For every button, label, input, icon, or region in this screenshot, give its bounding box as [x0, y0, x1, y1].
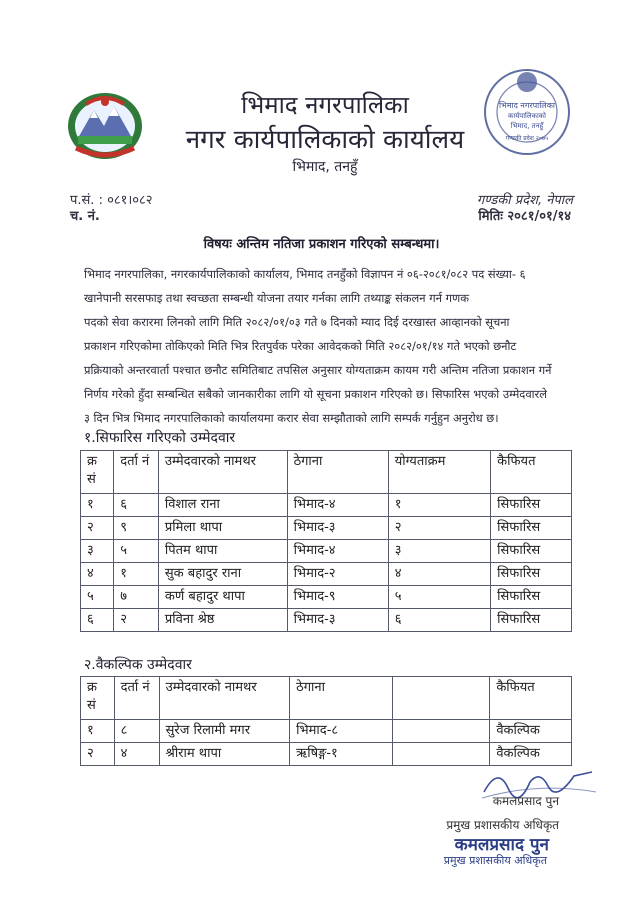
table-cell: वैकल्पिक: [490, 720, 572, 743]
table-cell: कर्ण बहादुर थापा: [158, 586, 287, 609]
table-cell: २: [81, 517, 114, 540]
recommended-section-title: १.सिफारिस गरिएको उम्मेदवार: [84, 430, 236, 446]
signature-stamp-designation: प्रमुख प्रशासकीय अधिकृत: [443, 854, 547, 867]
table-row: [81, 586, 572, 609]
table-cell: १: [81, 720, 115, 743]
svg-text:कार्यपालिकाको: कार्यपालिकाको: [508, 112, 546, 120]
table-cell: पितम थापा: [158, 540, 287, 563]
body-line: ३ दिन भित्र भिमाद नगरपालिकाको कार्यालयमा करार सेवा सम्झौताको लागि सम्पर्क गर्नुहुन अनुरोध छ।: [84, 411, 499, 425]
table-cell: भिमाद-४: [287, 494, 388, 517]
table-cell: सिफारिस: [491, 586, 572, 609]
letter-subject: विषयः अन्तिम नतिजा प्रकाशन गरिएको सम्बन्धमा।: [203, 237, 440, 252]
col-remarks: कैफियत: [491, 451, 572, 494]
table-cell: भिमाद-४: [287, 540, 388, 563]
table-cell: सुरेज रिलामी मगर: [159, 720, 290, 743]
table-cell: ५: [81, 586, 114, 609]
office-seal-icon: [478, 60, 576, 158]
table-cell: २: [114, 609, 159, 632]
body-line: निर्णय गरेको हुँदा सम्बन्धित सबैको जानकारीका लागि यो सूचना प्रकाशन गरिएको छ। सिफारिस भएको उम्मेदवारले: [84, 387, 547, 401]
alternate-section-title: २.वैकल्पिक उम्मेदवार: [84, 657, 192, 673]
table-cell: [392, 720, 490, 743]
table-cell: सिफारिस: [491, 609, 572, 632]
table-row: [81, 609, 572, 632]
body-line: प्रक्रियाको अन्तरवार्ता पश्चात छनौट समितिबाट तपसिल अनुसार योग्यताक्रम कायम गरी अन्तिम नतिजा प्रकाशन गर्ने: [84, 363, 552, 377]
table-cell: २: [81, 743, 115, 766]
body-line: पदको सेवा करारमा लिनको लागि मिति २०८२/०१/०३ गते ७ दिनको म्याद दिई दरखास्त आव्हानको सूचना: [84, 315, 510, 329]
dispatch-number: च. नं.: [70, 209, 100, 224]
signature-stamp-name: कमलप्रसाद पुन: [454, 835, 549, 855]
col-address: ठेगाना: [290, 677, 393, 720]
letter-date: मितिः २०८१/०१/१४: [478, 209, 571, 224]
table-cell: [392, 743, 490, 766]
table-cell: ऋषिङ्ग-१: [290, 743, 393, 766]
letter-body: [84, 262, 586, 430]
table-cell: श्रीराम थापा: [159, 743, 290, 766]
table-cell: २: [388, 517, 490, 540]
table-cell: भिमाद-८: [290, 720, 393, 743]
letter-number: प.सं. : ०८१।०८२: [70, 193, 153, 208]
svg-text:भिमाद, तनहुँ: भिमाद, तनहुँ: [510, 122, 544, 130]
col-blank: [392, 677, 490, 720]
table-cell: सिफारिस: [491, 540, 572, 563]
body-line: भिमाद नगरपालिका, नगरकार्यपालिकाको कार्यालय, भिमाद तनहुँको विज्ञापन नं ०६-२०८१/०८२ पद संख्या- ६: [84, 267, 526, 281]
table-cell: सुक बहादुर राना: [158, 563, 287, 586]
table-cell: ४: [81, 563, 114, 586]
col-serial: क्र सं: [81, 451, 114, 494]
table-row: [81, 517, 572, 540]
table-cell: सिफारिस: [491, 563, 572, 586]
municipality-logo-icon: [66, 90, 144, 160]
table-cell: १: [114, 563, 159, 586]
recommended-candidates-table: [80, 450, 572, 632]
svg-text:गण्डकी प्रदेश २०७५: गण्डकी प्रदेश २०७५: [505, 135, 549, 142]
table-header-row: [81, 677, 572, 720]
body-line: खानेपानी सरसफाइ तथा स्वच्छता सम्बन्धी योजना तयार गर्नका लागि तथ्याङ्क संकलन गर्न गणक: [84, 291, 469, 305]
table-cell: भिमाद-२: [287, 563, 388, 586]
header-office: नगर कार्यपालिकाको कार्यालय: [185, 125, 465, 155]
table-row: [81, 563, 572, 586]
table-cell: ६: [81, 609, 114, 632]
table-cell: ४: [388, 563, 490, 586]
signatory-handwritten-name: कमलप्रसाद पुन: [492, 794, 559, 808]
signatory-designation: प्रमुख प्रशासकीय अधिकृत: [446, 818, 559, 832]
table-cell: ३: [81, 540, 114, 563]
table-cell: ५: [388, 586, 490, 609]
body-line: प्रकाशन गरिएकोमा तोकिएको मिति भित्र रितपुर्वक परेका आवेदकको मिति २०८२/०१/१४ गते भएको छनौट: [84, 339, 517, 353]
table-row: [81, 720, 572, 743]
table-cell: ६: [114, 494, 159, 517]
table-cell: १: [81, 494, 114, 517]
col-serial: क्र सं: [81, 677, 115, 720]
table-row: [81, 494, 572, 517]
alternate-candidates-table: [80, 676, 572, 766]
header-municipality: भिमाद नगरपालिका: [241, 91, 409, 119]
table-cell: ३: [388, 540, 490, 563]
table-row: [81, 540, 572, 563]
table-cell: प्रविना श्रेष्ठ: [158, 609, 287, 632]
table-cell: ५: [114, 540, 159, 563]
province-name: गण्डकी प्रदेश, नेपाल: [476, 193, 573, 208]
table-cell: भिमाद-३: [287, 609, 388, 632]
table-cell: सिफारिस: [491, 494, 572, 517]
svg-text:भिमाद नगरपालिका: भिमाद नगरपालिका: [499, 101, 555, 110]
table-cell: ४: [114, 743, 159, 766]
table-cell: ६: [388, 609, 490, 632]
col-merit-rank: योग्यताक्रम: [388, 451, 490, 494]
table-cell: प्रमिला थापा: [158, 517, 287, 540]
col-address: ठेगाना: [287, 451, 388, 494]
table-cell: सिफारिस: [491, 517, 572, 540]
table-cell: १: [388, 494, 490, 517]
table-header-row: [81, 451, 572, 494]
table-cell: वैकल्पिक: [490, 743, 572, 766]
col-candidate-name: उम्मेदवारको नामथर: [159, 677, 290, 720]
col-remarks: कैफियत: [490, 677, 572, 720]
table-cell: ९: [114, 517, 159, 540]
table-cell: ७: [114, 586, 159, 609]
header-location: भिमाद, तनहुँ: [292, 159, 358, 175]
table-cell: भिमाद-३: [287, 517, 388, 540]
col-candidate-name: उम्मेदवारको नामथर: [158, 451, 287, 494]
col-registration-no: दर्ता नं: [114, 451, 159, 494]
table-cell: विशाल राना: [158, 494, 287, 517]
table-cell: ८: [114, 720, 159, 743]
table-cell: भिमाद-९: [287, 586, 388, 609]
col-registration-no: दर्ता नं: [114, 677, 159, 720]
